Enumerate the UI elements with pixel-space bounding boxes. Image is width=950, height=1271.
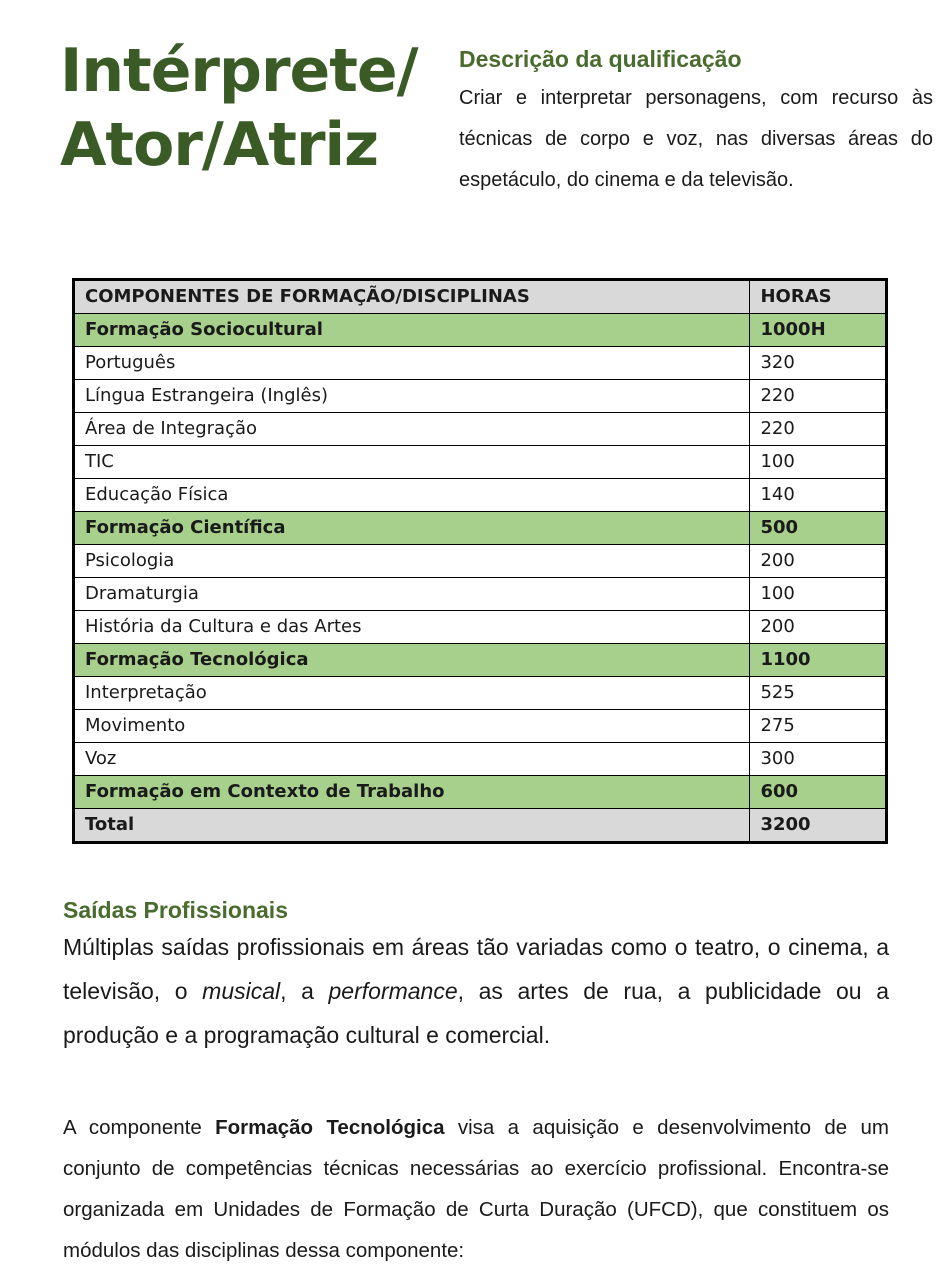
table-row [74, 446, 887, 479]
table-row [74, 380, 887, 413]
career-outcomes-heading: Saídas Profissionais [63, 897, 288, 923]
performance-emphasis: performance [328, 978, 458, 1004]
table-row [74, 611, 887, 644]
table-row [74, 479, 887, 512]
career-outcomes-text: Múltiplas saídas profissionais em áreas tão variadas como o teatro, o cinema, a televisão, o musical, a performance, as artes de rua, a publicidade ou a produção e a programação cultural e comercial. [63, 934, 889, 1048]
hours-cell: 220 [750, 380, 887, 413]
technological-component-bold: Formação Tecnológica [215, 1116, 445, 1139]
description-heading: Descrição da qualificação [459, 46, 742, 72]
discipline-name-cell: Interpretação [74, 677, 750, 710]
hours-cell: 600 [750, 776, 887, 809]
table-row [74, 710, 887, 743]
table-row [74, 545, 887, 578]
table-row [74, 578, 887, 611]
page-title-line-2: Ator/Atriz [60, 110, 379, 180]
hours-cell: 140 [750, 479, 887, 512]
discipline-name-cell: História da Cultura e das Artes [74, 611, 750, 644]
table-row [74, 413, 887, 446]
discipline-name-cell: Voz [74, 743, 750, 776]
discipline-name-cell: TIC [74, 446, 750, 479]
hours-cell: 200 [750, 545, 887, 578]
curriculum-table-wrapper [72, 278, 888, 844]
technological-component-paragraph: A componente Formação Tecnológica visa a aquisição e desenvolvimento de um conjunto de competências técnicas necessárias ao exercício profissional. Encontra-se organizada em Unidades de Formação de Curta Duração (UFCD), que constituem os módulos das disciplinas dessa componente: [63, 1116, 889, 1262]
hours-cell: 100 [750, 446, 887, 479]
discipline-name-cell: Psicologia [74, 545, 750, 578]
discipline-name-cell: Formação Científica [74, 512, 750, 545]
discipline-name-cell: Movimento [74, 710, 750, 743]
page-title-line-1: Intérprete/ [60, 36, 418, 106]
hours-cell: 1000H [750, 314, 887, 347]
discipline-name-cell: Formação Tecnológica [74, 644, 750, 677]
discipline-name-cell: Área de Integração [74, 413, 750, 446]
discipline-name-cell: Dramaturgia [74, 578, 750, 611]
hours-cell: 525 [750, 677, 887, 710]
table-row [74, 677, 887, 710]
hours-cell: 1100 [750, 644, 887, 677]
discipline-name-cell: Língua Estrangeira (Inglês) [74, 380, 750, 413]
musical-emphasis: musical [202, 978, 281, 1004]
hours-cell: 3200 [750, 809, 887, 843]
description-text: Criar e interpretar personagens, com recurso às técnicas de corpo e voz, nas diversas áreas do espetáculo, do cinema e da televisão. [459, 87, 933, 191]
career-outcomes-section [63, 895, 889, 1057]
hours-cell: 100 [750, 578, 887, 611]
table-total-row [74, 809, 887, 843]
hours-cell: 500 [750, 512, 887, 545]
discipline-name-cell: Português [74, 347, 750, 380]
table-header-row [74, 280, 887, 314]
hours-cell: 300 [750, 743, 887, 776]
header-hours: HORAS [750, 280, 887, 314]
table-group-row [74, 314, 887, 347]
table-group-row [74, 512, 887, 545]
table-group-row [74, 644, 887, 677]
header-components: COMPONENTES DE FORMAÇÃO/DISCIPLINAS [74, 280, 750, 314]
discipline-name-cell: Formação em Contexto de Trabalho [74, 776, 750, 809]
qualification-description [459, 44, 933, 201]
curriculum-table [72, 278, 888, 844]
discipline-name-cell: Educação Física [74, 479, 750, 512]
hours-cell: 320 [750, 347, 887, 380]
discipline-name-cell: Formação Sociocultural [74, 314, 750, 347]
hours-cell: 200 [750, 611, 887, 644]
table-row [74, 743, 887, 776]
table-group-row [74, 776, 887, 809]
discipline-name-cell: Total [74, 809, 750, 843]
page-title [60, 34, 418, 182]
hours-cell: 220 [750, 413, 887, 446]
table-row [74, 347, 887, 380]
hours-cell: 275 [750, 710, 887, 743]
